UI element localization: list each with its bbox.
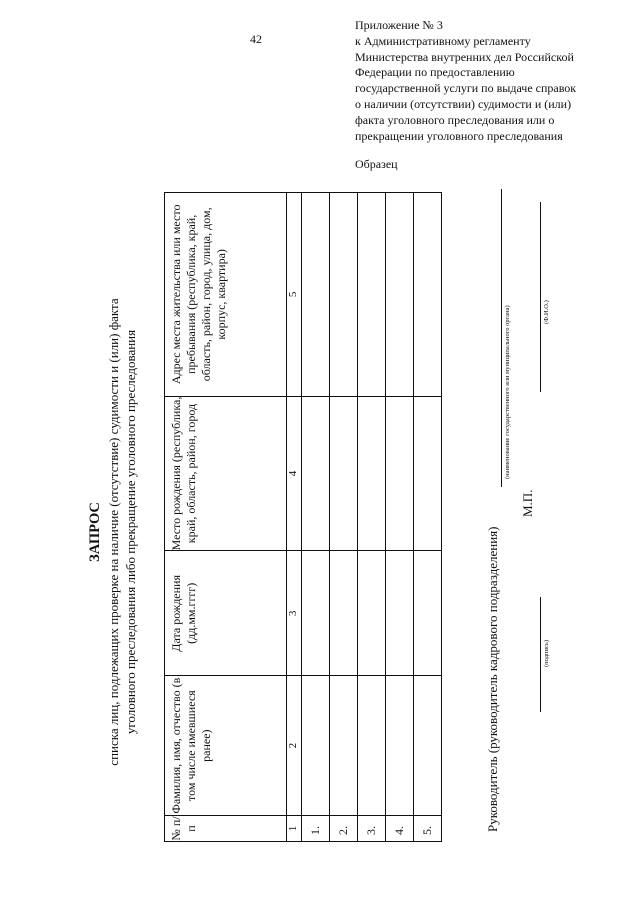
empty-cell xyxy=(330,193,358,397)
persons-table xyxy=(164,192,442,842)
org-name-line xyxy=(501,189,502,487)
table-row xyxy=(358,193,386,842)
column-number: 4 xyxy=(287,396,302,551)
signatory-label: Руководитель (руководитель кадрового подразделения) xyxy=(485,526,500,832)
signature-caption: (подпись) xyxy=(543,640,550,667)
empty-cell xyxy=(330,676,358,816)
header-full-name: Фамилия, имя, отчество (в том числе имевшиеся ранее) xyxy=(165,676,287,816)
column-number: 3 xyxy=(287,551,302,676)
empty-cell xyxy=(414,193,442,397)
header-birth-place: Место рождения (республика, край, область, район, город xyxy=(165,396,287,551)
column-number: 5 xyxy=(287,193,302,397)
row-number: 5. xyxy=(414,816,442,842)
stamp-label: М.П. xyxy=(520,489,535,517)
empty-cell xyxy=(358,193,386,397)
empty-cell xyxy=(330,396,358,551)
empty-cell xyxy=(302,551,330,676)
rotated-form xyxy=(25,192,565,872)
form-subtitle-line1: списка лиц, подлежащих проверке на наличие (отсутствие) судимости и (или) факта xyxy=(106,298,121,766)
appendix-line: к Административному регламенту xyxy=(355,33,531,48)
table-row xyxy=(386,193,414,842)
appendix-line: Министерства внутренних дел Российской xyxy=(355,49,574,64)
form-title: ЗАПРОС xyxy=(87,502,103,562)
org-caption: (наименование государственного или муниципального органа) xyxy=(504,305,511,479)
appendix-line: о наличии (отсутствии) судимости и (или) xyxy=(355,96,572,111)
empty-cell xyxy=(358,551,386,676)
empty-cell xyxy=(414,676,442,816)
header-birth-date: Дата рождения (дд.мм.гггг) xyxy=(165,551,287,676)
table-header-row xyxy=(165,193,287,842)
empty-cell xyxy=(386,193,414,397)
empty-cell xyxy=(302,396,330,551)
signature-line xyxy=(540,597,541,712)
header-address: Адрес места жительства или место пребывания (республика, край, область, район, город, улица, дом, корпус, квартира) xyxy=(165,193,287,397)
appendix-line: Приложение № 3 xyxy=(355,18,443,32)
appendix-line: прекращении уголовного преследования xyxy=(355,128,563,143)
appendix-line: факта уголовного преследования или о xyxy=(355,112,555,127)
empty-cell xyxy=(386,396,414,551)
empty-cell xyxy=(386,551,414,676)
appendix-line: государственной услуги по выдаче справок xyxy=(355,81,577,96)
table-row xyxy=(414,193,442,842)
empty-cell xyxy=(302,676,330,816)
empty-cell xyxy=(358,396,386,551)
page-number: 42 xyxy=(250,32,262,46)
row-number: 3. xyxy=(358,816,386,842)
empty-cell xyxy=(358,676,386,816)
empty-cell xyxy=(414,551,442,676)
column-number: 1 xyxy=(287,816,302,842)
empty-cell xyxy=(330,551,358,676)
empty-cell xyxy=(414,396,442,551)
table-row xyxy=(330,193,358,842)
row-number: 4. xyxy=(386,816,414,842)
column-numbers-row xyxy=(287,193,302,842)
header-number: № п/п xyxy=(165,816,287,842)
column-number: 2 xyxy=(287,676,302,816)
row-number: 1. xyxy=(302,816,330,842)
appendix-line: Федерации по предоставлению xyxy=(355,65,515,80)
fio-line xyxy=(540,202,541,392)
fio-caption: (Ф.И.О.) xyxy=(543,300,550,324)
form-subtitle-line2: уголовного преследования либо прекращение уголовного преследования xyxy=(123,329,138,735)
table-row xyxy=(302,193,330,842)
empty-cell xyxy=(386,676,414,816)
sample-label: Образец xyxy=(355,157,398,171)
row-number: 2. xyxy=(330,816,358,842)
appendix-header xyxy=(355,18,625,144)
empty-cell xyxy=(302,193,330,397)
